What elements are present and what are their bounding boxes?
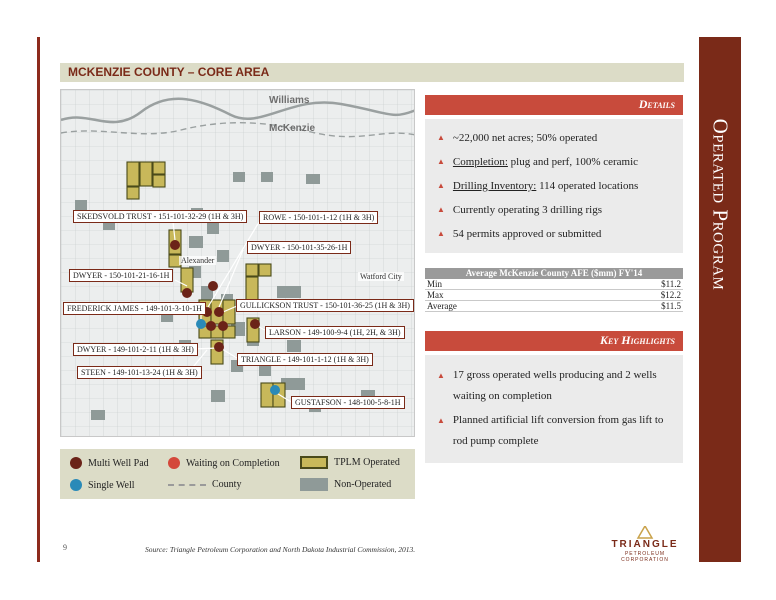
- callout-gustafson: GUSTAFSON - 148-100-5-8-1H: [291, 396, 405, 409]
- multi-well-pad-marker: [250, 319, 260, 329]
- multi-well-pad-marker: [218, 321, 228, 331]
- multi-well-pad-marker: [206, 321, 216, 331]
- multi-well-pad-marker: [170, 240, 180, 250]
- details-panel: [425, 119, 683, 253]
- bullet-icon: ▲: [437, 157, 445, 166]
- table-row: [425, 279, 683, 290]
- bullet-icon: ▲: [437, 133, 445, 142]
- callout-skedsvold-trust: SKEDSVOLD TRUST - 151-101-32-29 (1H & 3H): [73, 210, 247, 223]
- alexander-label: Alexander: [181, 256, 215, 265]
- callout-steen: STEEN - 149-101-13-24 (1H & 3H): [77, 366, 202, 379]
- multi-well-pad-swatch: [70, 457, 82, 469]
- bullet-icon: ▲: [437, 416, 445, 425]
- details-bullet: [437, 222, 601, 246]
- multi-well-pad-marker: [182, 288, 192, 298]
- details-bullet-text: ~22,000 net acres; 50% operated: [452, 132, 598, 144]
- township-grid: [61, 90, 415, 437]
- callout-gullickson-trust: GULLICKSON TRUST - 150-101-36-25 (1H & 3H): [236, 299, 414, 312]
- table-row: [425, 301, 683, 312]
- single-well-marker: [270, 385, 280, 395]
- legend-single-well-label: Single Well: [88, 479, 135, 491]
- afe-row-value: $12.2: [660, 290, 681, 300]
- legend-multi-well-pad: [70, 457, 149, 469]
- legend-waiting-label: Waiting on Completion: [186, 457, 280, 469]
- county-line-swatch: [168, 484, 206, 486]
- legend-county: [168, 479, 241, 490]
- details-header: Details: [425, 95, 683, 115]
- table-row: [425, 290, 683, 301]
- logo-subtitle: PETROLEUM CORPORATION: [621, 551, 669, 563]
- highlight-text: Planned artificial lift conversion from gas lift to rod pump complete: [452, 414, 664, 447]
- map-graphic: [61, 90, 415, 437]
- afe-row-label: Min: [427, 279, 443, 289]
- callout-dwyer-35-26: DWYER - 150-101-35-26-1H: [247, 241, 351, 254]
- single-well-swatch: [70, 479, 82, 491]
- logo-wordmark: TRIANGLE: [611, 539, 679, 550]
- afe-row-value: $11.5: [661, 301, 681, 311]
- key-highlights-header: Key Highlights: [425, 331, 683, 351]
- side-banner: [699, 37, 741, 562]
- single-well-marker: [196, 319, 206, 329]
- bullet-icon: ▲: [437, 371, 445, 380]
- multi-well-pad-marker: [214, 342, 224, 352]
- details-bullet-text: 54 permits approved or submitted: [452, 228, 602, 240]
- callout-triangle: TRIANGLE - 149-101-1-12 (1H & 3H): [237, 353, 373, 366]
- multi-well-pad-marker: [208, 281, 218, 291]
- details-bullet: [437, 126, 597, 150]
- county-map: [60, 89, 415, 437]
- highlight-text: 17 gross operated wells producing and 2 wells waiting on completion: [452, 369, 657, 402]
- highlight-bullet: [437, 365, 673, 407]
- bullet-icon: ▲: [437, 181, 445, 190]
- callout-dwyer-21-16: DWYER - 150-101-21-16-1H: [69, 269, 173, 282]
- details-bullet: [437, 174, 638, 198]
- legend-single-well: [70, 479, 135, 491]
- mckenzie-label: McKenzie: [269, 123, 316, 134]
- map-legend: [60, 449, 415, 499]
- legend-waiting-on-completion: [168, 457, 280, 469]
- details-bullet: [437, 198, 602, 222]
- callout-rowe: ROWE - 150-101-1-12 (1H & 3H): [259, 211, 378, 224]
- details-bullet-text: Completion: plug and perf, 100% ceramic: [452, 156, 639, 168]
- callout-larson: LARSON - 149-100-9-4 (1H, 2H, & 3H): [265, 326, 405, 339]
- waiting-swatch: [168, 457, 180, 469]
- callout-frederick-james: FREDERICK JAMES - 149-101-3-10-1H: [63, 302, 206, 315]
- triangle-logo-icon: [606, 526, 684, 540]
- details-bullet-text: Drilling Inventory: 114 operated locations: [452, 180, 639, 192]
- legend-county-label: County: [212, 479, 242, 490]
- details-bullet-text: Currently operating 3 drilling rigs: [452, 204, 603, 216]
- highlights-panel: [425, 355, 683, 463]
- highlight-bullet: [437, 410, 673, 452]
- afe-table-title: Average McKenzie County AFE ($mm) FY'14: [425, 268, 683, 279]
- side-title: [699, 37, 741, 562]
- legend-non-operated-label: Non-Operated: [334, 479, 392, 490]
- side-title-text: Operated Program: [708, 118, 733, 291]
- callout-dwyer-2-11: DWYER - 149-101-2-11 (1H & 3H): [73, 343, 198, 356]
- details-bullet: [437, 150, 638, 174]
- afe-row-value: $11.2: [661, 279, 681, 289]
- legend-tplm-operated: [300, 456, 400, 469]
- watford-city-label: Watford City: [360, 272, 402, 281]
- bullet-icon: ▲: [437, 229, 445, 238]
- multi-well-pad-marker: [214, 307, 224, 317]
- map-heading: MCKENZIE COUNTY – CORE AREA: [60, 63, 684, 82]
- legend-multi-well-pad-label: Multi Well Pad: [88, 457, 149, 469]
- afe-row-label: Max: [427, 290, 444, 300]
- afe-table: [425, 268, 683, 312]
- legend-tplm-label: TPLM Operated: [334, 457, 400, 468]
- left-accent-rule: [37, 37, 40, 562]
- triangle-logo: [606, 526, 684, 563]
- page-number: 9: [63, 543, 67, 552]
- source-note: Source: Triangle Petroleum Corporation and North Dakota Industrial Commission, 2013.: [145, 545, 416, 554]
- non-operated-swatch: [300, 478, 328, 491]
- bullet-icon: ▲: [437, 205, 445, 214]
- legend-non-operated: [300, 478, 391, 491]
- tplm-swatch: [300, 456, 328, 469]
- afe-row-label: Average: [427, 301, 457, 311]
- williams-label: Williams: [269, 95, 310, 106]
